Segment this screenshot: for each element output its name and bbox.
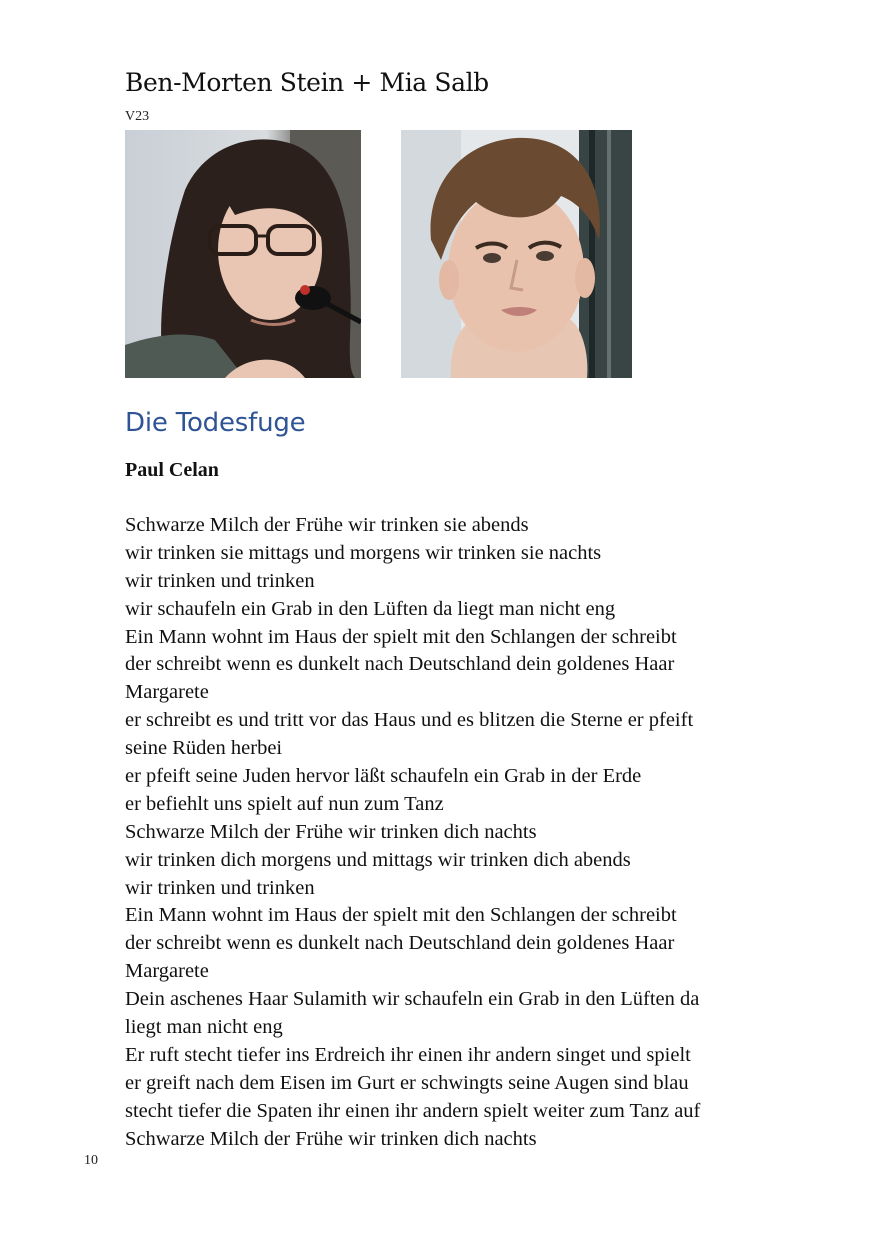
poem-title: Die Todesfuge [125,408,306,438]
poem-line: Schwarze Milch der Frühe wir trinken dich nachts [125,820,537,843]
poem-line: Schwarze Milch der Frühe wir trinken dich nachts [125,1127,537,1150]
poem-text [125,512,815,1153]
poem-line: wir schaufeln ein Grab in den Lüften da liegt man nicht eng [125,597,616,620]
poem-line: wir trinken und trinken [125,876,315,899]
poem-line: Margarete [125,960,209,983]
poem-line: der schreibt wenn es dunkelt nach Deutschland dein goldenes Haar [125,932,675,955]
poem-line: Margarete [125,681,209,704]
poem-line: Schwarze Milch der Frühe wir trinken sie abends [125,514,529,536]
portrait-photo-left [125,130,361,378]
portrait-photo-woman-icon [125,130,361,378]
poem-line: er pfeift seine Juden hervor läßt schaufeln ein Grab in der Erde [125,765,642,788]
poem-author: Paul Celan [125,459,219,481]
page-number: 10 [84,1153,98,1168]
poem-line: er greift nach dem Eisen im Gurt er schwingts seine Augen sind blau [125,1071,689,1094]
authors-heading: Ben-Morten Stein + Mia Salb [125,68,489,97]
poem-line: er schreibt es und tritt vor das Haus und es blitzen die Sterne er pfeift [125,709,694,732]
room-code: V23 [125,109,150,124]
poem-line: wir trinken und trinken [125,569,315,592]
poem-line: seine Rüden herbei [125,737,283,760]
poem-line: wir trinken sie mittags und morgens wir trinken sie nachts [125,541,602,564]
poem-line: Ein Mann wohnt im Haus der spielt mit den Schlangen der schreibt [125,904,677,927]
portrait-photo-man-icon [401,130,632,378]
poem-line: stecht tiefer die Spaten ihr einen ihr andern spielt weiter zum Tanz auf [125,1099,701,1122]
poem-line: er befiehlt uns spielt auf nun zum Tanz [125,792,444,815]
portrait-photo-right [401,130,632,378]
poem-line: Er ruft stecht tiefer ins Erdreich ihr einen ihr andern singet und spielt [125,1043,691,1066]
poem-line: Ein Mann wohnt im Haus der spielt mit den Schlangen der schreibt [125,625,677,648]
poem-line: Dein aschenes Haar Sulamith wir schaufeln ein Grab in den Lüften da [125,988,700,1011]
poem-line: der schreibt wenn es dunkelt nach Deutschland dein goldenes Haar [125,653,675,676]
poem-line: wir trinken dich morgens und mittags wir trinken dich abends [125,848,631,871]
poem-line: liegt man nicht eng [125,1016,283,1039]
